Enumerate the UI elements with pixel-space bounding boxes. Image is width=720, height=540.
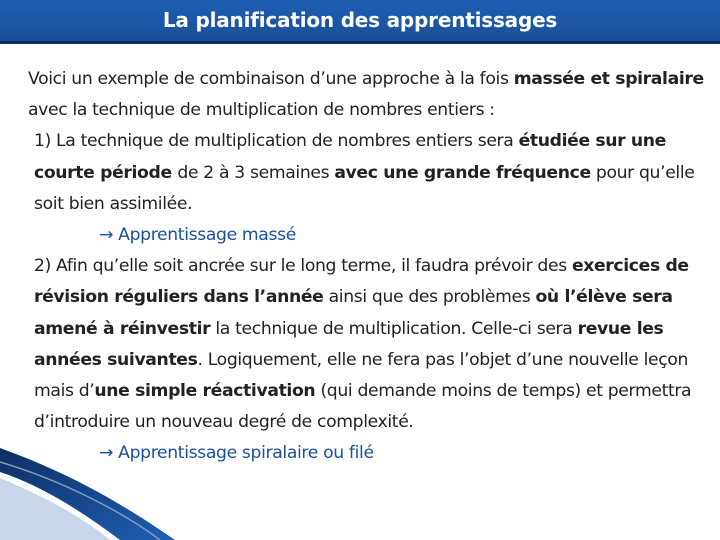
point1-bold-2: avec une grande fréquence: [334, 162, 591, 183]
title-bar: [0, 0, 720, 44]
point2-text-5: (qui demande moins de temps) et permettra d’introduire un nouveau degré de complexité.: [34, 381, 692, 433]
arrow-right-icon: →: [99, 443, 114, 464]
point-1-paragraph: [28, 126, 714, 220]
spiral-learning-label: Apprentissage spiralaire ou filé: [113, 443, 374, 464]
intro-paragraph: [28, 64, 714, 126]
point2-text-1: 2) Afin qu’elle soit ancrée sur le long terme, il faudra prévoir des: [34, 256, 572, 277]
arrow-right-icon: →: [99, 225, 114, 246]
point-2-paragraph: [28, 251, 714, 438]
point2-bold-1: exercices de révision réguliers dans l’année: [34, 256, 689, 308]
point1-text-3: pour qu’elle soit bien assimilée.: [34, 162, 695, 214]
point2-text-4: . Logiquement, elle ne fera pas l’objet d’une nouvelle leçon mais d’: [34, 349, 689, 402]
point2-bold-2: où l’élève sera amené à réinvestir: [34, 287, 673, 339]
intro-text-1: Voici un exemple de combinaison d’une approche à la fois: [28, 69, 514, 89]
point1-bold-1: étudiée sur une courte période: [34, 131, 666, 183]
point1-text-2: de 2 à 3 semaines: [177, 162, 335, 183]
decorative-swoosh: [0, 440, 720, 540]
page-title: La planification des apprentissages: [162, 8, 558, 32]
point1-text-1: 1) La technique de multiplication de nombres entiers sera: [34, 131, 519, 152]
point2-text-2: ainsi que des problèmes: [323, 287, 536, 308]
slide-body: [28, 64, 714, 470]
point2-bold-3: revue les années suivantes: [34, 318, 664, 370]
intro-text-2: avec la technique de multiplication de nombres entiers :: [28, 100, 495, 121]
point2-bold-4: une simple réactivation: [94, 381, 316, 402]
massed-learning-label: Apprentissage massé: [113, 225, 296, 246]
intro-bold-1: massée et spiralaire: [513, 69, 704, 89]
point2-text-3: la technique de multiplication. Celle-ci sera: [210, 318, 578, 339]
arrow-line-1: [28, 220, 714, 251]
